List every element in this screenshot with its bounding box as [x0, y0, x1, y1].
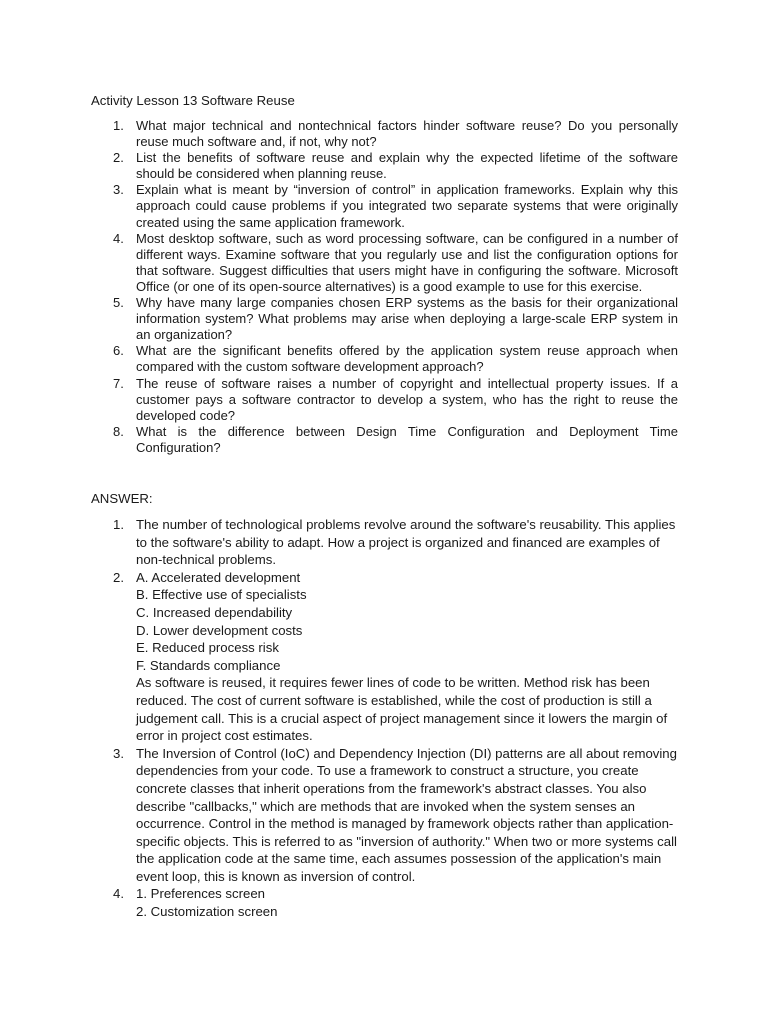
question-text: Explain what is meant by “inversion of control” in application frameworks. Explain why this approach could cause problems if you integrated two separate systems that were originally created using the same application framework. [136, 182, 678, 230]
answer-number: 4. [113, 886, 124, 902]
benefit-item: F. Standards compliance [136, 657, 281, 673]
benefit-item: C. Increased dependability [136, 604, 293, 620]
answer-item [91, 516, 678, 569]
answer-heading: ANSWER: [91, 491, 153, 506]
question-number: 1. [113, 118, 124, 133]
question-text: What are the significant benefits offered by the application system reuse approach when compared with the custom software development approach? [136, 343, 678, 375]
question-item [91, 424, 678, 456]
question-number: 5. [113, 295, 124, 311]
answer-item [91, 885, 678, 920]
benefit-item: D. Lower development costs [136, 622, 303, 638]
question-item [91, 150, 678, 182]
question-text: What is the difference between Design Time Configuration and Deployment Time Configuration? [136, 423, 678, 455]
configuration-item: 2. Customization screen [136, 904, 278, 920]
question-text: The reuse of software raises a number of copyright and intellectual property issues. If a customer pays a software contractor to develop a system, who has the right to reuse the developed code? [136, 375, 678, 423]
configuration-item: 1. Preferences screen [136, 886, 266, 902]
question-item [91, 295, 678, 343]
question-number: 6. [113, 343, 124, 359]
question-number: 4. [113, 230, 124, 246]
answer-text: The Inversion of Control (IoC) and Dependency Injection (DI) patterns are all about removing dependencies from your code. To use a framework to construct a structure, you create concrete classes that inherit operations from the framework's abstract classes. You also describe "callbacks," which are methods that are invoked when the system senses an occurrence. Control in the method is managed by framework objects rather than application-specific objects. This is referred to as "inversion of authority." When two or more systems call the application code at the same time, each assumes possession of the application's main event loop, this is known as inversion of control. [136, 745, 677, 884]
document-title: Activity Lesson 13 Software Reuse [91, 93, 295, 108]
question-item [91, 182, 678, 230]
question-text: Most desktop software, such as word processing software, can be configured in a number of different ways. Examine software that you regularly use and list the configuration options for that software. Suggest difficulties that users might have in configuring the software. Microsoft Office (or one of its open-source alternatives) is a good example to use for this exercise. [136, 230, 678, 294]
answer-number: 1. [113, 517, 124, 532]
benefit-item: A. Accelerated development [136, 569, 301, 585]
answer-item [91, 569, 678, 745]
question-text: List the benefits of software reuse and explain why the expected lifetime of the software should be considered when planning reuse. [136, 150, 678, 182]
question-item [91, 118, 678, 150]
question-list [91, 118, 678, 456]
question-number: 8. [113, 423, 124, 439]
answer-item [91, 745, 678, 886]
question-number: 7. [113, 375, 124, 391]
answer-number: 3. [113, 745, 124, 761]
benefit-item: B. Effective use of specialists [136, 587, 307, 603]
answer-list [91, 516, 678, 921]
question-item [91, 231, 678, 295]
answer-text: As software is reused, it requires fewer lines of code to be written. Method risk has been reduced. The cost of current software is established, while the cost of production is still a judgement call. This is a crucial aspect of project management since it lowers the margin of error in project cost estimates. [136, 675, 668, 744]
question-item [91, 343, 678, 375]
question-number: 3. [113, 182, 124, 198]
question-item [91, 376, 678, 424]
answer-number: 2. [113, 569, 124, 585]
question-text: What major technical and nontechnical factors hinder software reuse? Do you personally reuse much software and, if not, why not? [136, 118, 678, 150]
question-number: 2. [113, 150, 124, 166]
question-text: Why have many large companies chosen ERP systems as the basis for their organizational information system? What problems may arise when deploying a large-scale ERP system in an organization? [136, 295, 678, 343]
answer-text: The number of technological problems revolve around the software's reusability. This applies to the software's ability to adapt. How a project is organized and financed are examples of non-technical problems. [136, 517, 676, 568]
benefit-item: E. Reduced process risk [136, 640, 279, 656]
